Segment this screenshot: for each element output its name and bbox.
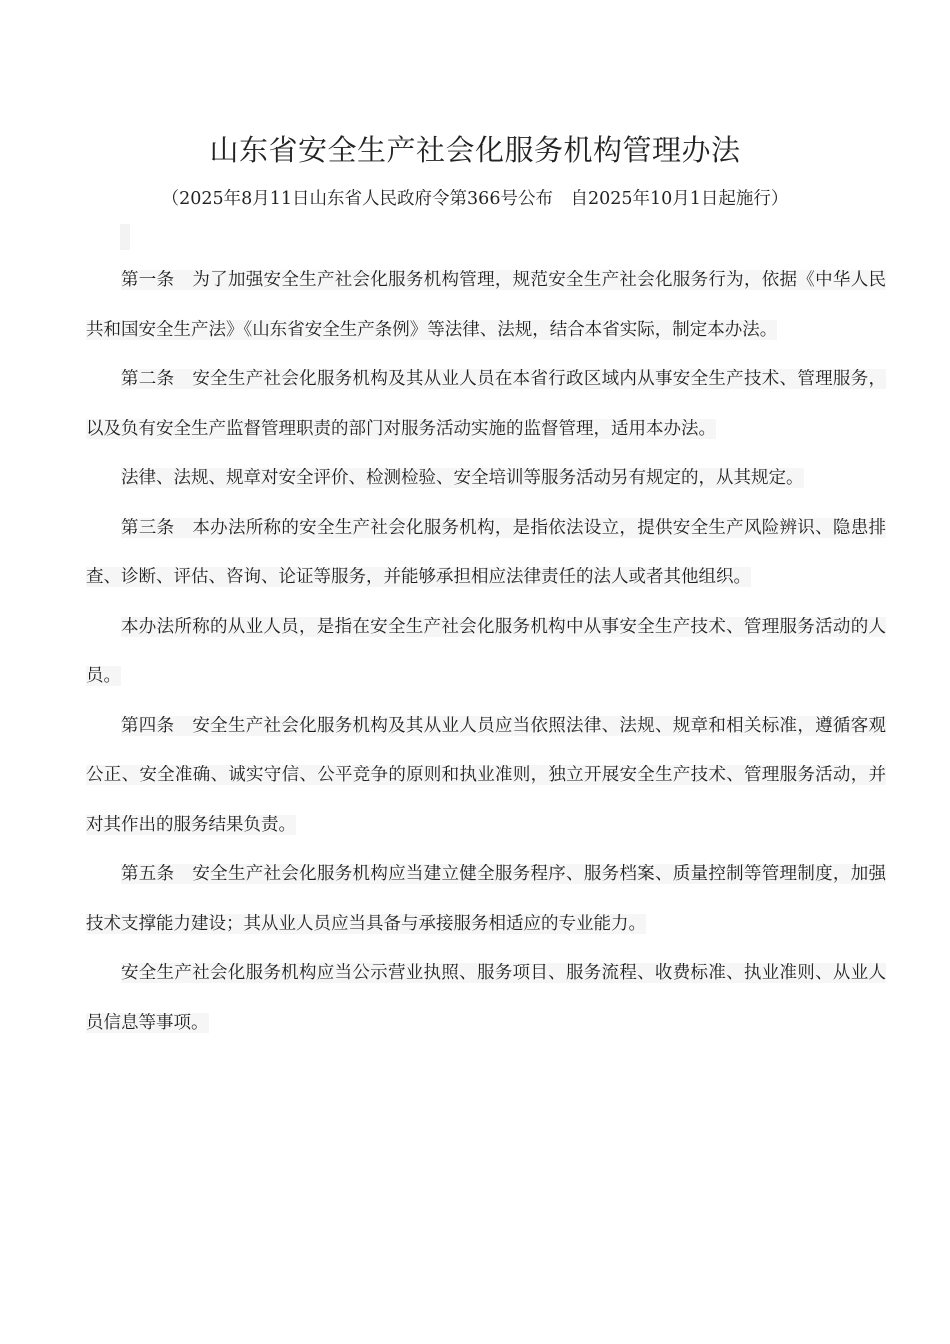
article-number: 第一条 [121,270,175,290]
paragraph-text: 本办法所称的从业人员，是指在安全生产社会化服务机构中从事安全生产技术、管理服务活动的人员。 [86,616,886,686]
paragraph-article-2 [86,355,886,454]
document-title: 山东省安全生产社会化服务机构管理办法 [209,133,741,167]
article-number: 第三条 [121,517,175,538]
paragraph-article-3 [86,504,886,603]
paragraph-article-4 [86,702,886,851]
paragraph-text: 安全生产社会化服务机构应当公示营业执照、服务项目、服务流程、收费标准、执业准则、从业人员信息等事项。 [86,963,886,1033]
article-number: 第四条 [121,715,175,736]
article-number: 第二条 [121,369,175,389]
blank-line [120,224,130,250]
paragraph-text: 安全生产社会化服务机构及其从业人员应当依照法律、法规、规章和相关标准，遵循客观公正、安全准确、诚实守信、公平竞争的原则和执业准则，独立开展安全生产技术、管理服务活动，并对其作出的服务结果负责。 [86,715,887,835]
document-subtitle: （2025年8月11日山东省人民政府令第366号公布 自2025年10月1日起施行） [161,189,789,209]
paragraph-text: 安全生产社会化服务机构应当建立健全服务程序、服务档案、质量控制等管理制度，加强技术支撑能力建设；其从业人员应当具备与承接服务相适应的专业能力。 [86,864,887,934]
paragraph-text: 安全生产社会化服务机构及其从业人员在本省行政区域内从事安全生产技术、管理服务，以及负有安全生产监督管理职责的部门对服务活动实施的监督管理，适用本办法。 [86,369,887,439]
document-body [86,256,886,1048]
paragraph-text: 法律、法规、规章对安全评价、检测检验、安全培训等服务活动另有规定的，从其规定。 [121,468,804,488]
paragraph-text: 本办法所称的安全生产社会化服务机构，是指依法设立，提供安全生产风险辨识、隐患排查、诊断、评估、咨询、论证等服务，并能够承担相应法律责任的法人或者其他组织。 [86,517,887,587]
paragraph-article-3-clause-2 [86,603,886,702]
paragraph-article-5-clause-2 [86,949,886,1048]
paragraph-article-1 [86,256,886,355]
paragraph-text: 为了加强安全生产社会化服务机构管理，规范安全生产社会化服务行为，依据《中华人民共和国安全生产法》《山东省安全生产条例》等法律、法规，结合本省实际，制定本办法。 [86,270,887,340]
paragraph-article-2-clause-2 [86,454,886,504]
article-number: 第五条 [121,864,175,884]
paragraph-article-5 [86,850,886,949]
